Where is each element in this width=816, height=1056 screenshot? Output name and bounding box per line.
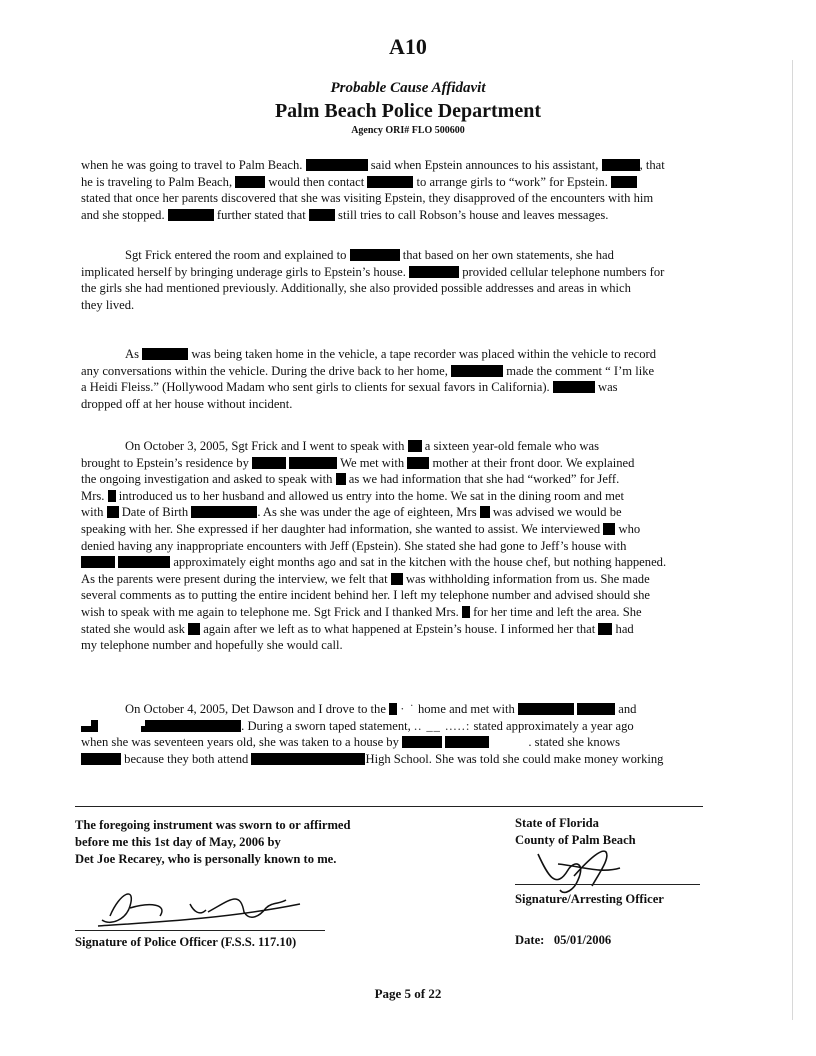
paragraph-5 bbox=[81, 701, 743, 767]
text-line bbox=[81, 280, 743, 297]
text-line bbox=[81, 174, 743, 191]
redaction-box bbox=[350, 249, 400, 261]
text-segment: denied having any inappropriate encounters with Jeff (Epstein). She stated she had gone to Jeff’s house with bbox=[81, 538, 627, 553]
redaction-box bbox=[118, 556, 170, 568]
text-segment: Date of Birth bbox=[121, 505, 189, 520]
text-segment: Sgt Frick entered the room and explained to bbox=[125, 248, 347, 262]
text-segment: . During a sworn taped statement, bbox=[241, 718, 411, 733]
county-label: County of Palm Beach bbox=[515, 833, 636, 847]
redaction-box bbox=[235, 176, 265, 188]
redaction-box bbox=[191, 506, 257, 518]
text-line bbox=[81, 247, 743, 264]
redaction-box bbox=[252, 457, 286, 469]
text-segment: as we had information that she had “worked” for Jeff. bbox=[348, 472, 620, 487]
text-segment: Mrs. bbox=[81, 488, 105, 503]
text-segment: and bbox=[618, 702, 637, 716]
text-line bbox=[81, 718, 743, 735]
text-line bbox=[81, 157, 743, 174]
paragraph-1 bbox=[81, 157, 743, 223]
text-segment: my telephone number and hopefully she would call. bbox=[81, 638, 343, 653]
text-segment: . stated she knows bbox=[528, 735, 621, 750]
text-line bbox=[81, 571, 743, 588]
text-segment: implicated herself by bringing underage girls to Epstein’s house. bbox=[81, 264, 406, 279]
redaction-box bbox=[107, 506, 119, 518]
text-segment: had bbox=[615, 621, 634, 636]
signature-arresting-officer-label: Signature/Arresting Officer bbox=[515, 892, 664, 906]
text-segment: when she was seventeen years old, she was taken to a house by bbox=[81, 735, 399, 750]
text-segment: when he was going to travel to Palm Beach. bbox=[81, 158, 303, 172]
text-line bbox=[81, 604, 743, 621]
signature-police-officer-label: Signature of Police Officer (F.S.S. 117.10) bbox=[75, 935, 297, 949]
redaction-box bbox=[409, 266, 459, 278]
text-segment: As bbox=[125, 347, 139, 361]
redaction-box bbox=[462, 606, 470, 618]
text-segment: stated she would ask bbox=[81, 621, 185, 636]
redaction-box bbox=[336, 473, 346, 485]
redaction-box bbox=[518, 703, 574, 715]
text-segment: further stated that bbox=[216, 207, 306, 222]
text-segment: High School. She was told she could make money working bbox=[365, 751, 664, 766]
redaction-box bbox=[145, 720, 241, 732]
redaction-box bbox=[408, 440, 422, 452]
text-line bbox=[81, 297, 743, 314]
text-segment: provided cellular telephone numbers for bbox=[462, 264, 665, 279]
redaction-box bbox=[168, 209, 214, 221]
text-segment: several comments as to putting the entire incident behind her. I left my telephone number and advised should she bbox=[81, 588, 651, 603]
text-segment: approximately eight months ago and sat in the kitchen with the house chef, but nothing happened. bbox=[173, 555, 667, 570]
text-segment: the girls she had mentioned previously. Additionally, she also provided possible addresses and areas in which bbox=[81, 281, 631, 296]
text-line bbox=[81, 471, 743, 488]
redaction-box bbox=[289, 457, 337, 469]
text-segment: still tries to call Robson’s house and leaves messages. bbox=[338, 207, 609, 222]
redaction-box bbox=[451, 365, 503, 377]
text-line bbox=[81, 396, 743, 413]
text-segment: a Heidi Fleiss.” (Hollywood Madam who sent girls to clients for sexual favors in California). bbox=[81, 380, 550, 395]
oath-line: The foregoing instrument was sworn to or affirmed bbox=[75, 818, 351, 832]
redaction-box bbox=[402, 736, 442, 748]
police-signature-line bbox=[75, 930, 325, 931]
text-line bbox=[81, 264, 743, 281]
redaction-box bbox=[407, 457, 429, 469]
text-line bbox=[81, 363, 743, 380]
jurisdiction bbox=[515, 815, 636, 849]
text-line bbox=[81, 438, 743, 455]
redaction-box bbox=[142, 348, 188, 360]
redaction-box bbox=[81, 753, 121, 765]
text-segment: they lived. bbox=[81, 297, 135, 312]
text-line bbox=[81, 734, 743, 751]
state-label: State of Florida bbox=[515, 816, 599, 830]
text-segment: On October 4, 2005, Det Dawson and I drove to the bbox=[125, 702, 386, 716]
text-segment: was bbox=[598, 380, 618, 395]
text-line bbox=[81, 504, 743, 521]
redaction-box bbox=[602, 159, 640, 171]
text-segment: said when Epstein announces to his assistant, bbox=[370, 158, 599, 172]
text-segment: because they both attend bbox=[124, 751, 249, 766]
text-segment: who bbox=[618, 521, 641, 536]
text-line bbox=[81, 190, 743, 207]
oath-statement bbox=[75, 817, 351, 868]
text-segment: was being taken home in the vehicle, a tape recorder was placed within the vehicle to record bbox=[191, 347, 657, 361]
text-line bbox=[81, 701, 743, 718]
text-line bbox=[81, 455, 743, 472]
text-line bbox=[81, 538, 743, 555]
text-segment: , that bbox=[639, 158, 665, 172]
text-line bbox=[81, 751, 743, 768]
redaction-box bbox=[598, 623, 612, 635]
text-segment: dropped off at her house without incident. bbox=[81, 396, 293, 411]
redaction-box bbox=[367, 176, 413, 188]
oath-line: before me this 1st day of May, 2006 by bbox=[75, 835, 281, 849]
paragraph-2 bbox=[81, 247, 743, 313]
redaction-box bbox=[309, 209, 335, 221]
redaction-box bbox=[603, 523, 615, 535]
redaction-fragment bbox=[95, 720, 98, 732]
text-line bbox=[81, 621, 743, 638]
redaction-box bbox=[480, 506, 490, 518]
text-segment: stated approximately a year ago bbox=[473, 718, 634, 733]
text-line bbox=[81, 554, 743, 571]
redaction-box bbox=[391, 573, 403, 585]
date-label: Date: bbox=[515, 933, 545, 947]
text-segment: introduced us to her husband and allowed us entry into the home. We sat in the dining room and met bbox=[118, 488, 624, 503]
redaction-box bbox=[108, 490, 116, 502]
text-segment: stated that once her parents discovered that she was visiting Epstein, they disapproved of the encounters with him bbox=[81, 191, 654, 206]
page-number: Page 5 of 22 bbox=[374, 986, 442, 1001]
text-line bbox=[81, 346, 743, 363]
text-segment: . As she was under the age of eighteen, Mrs bbox=[257, 505, 477, 520]
text-line bbox=[81, 207, 743, 224]
text-line bbox=[81, 587, 743, 604]
redaction-box bbox=[577, 703, 615, 715]
agency-ori: Agency ORI# FLO 500600 bbox=[351, 125, 465, 136]
footer-divider bbox=[75, 806, 703, 807]
date-field bbox=[515, 932, 611, 949]
oath-line: Det Joe Recarey, who is personally known to me. bbox=[75, 852, 337, 866]
text-segment: with bbox=[81, 505, 104, 520]
redaction-fragment bbox=[81, 726, 91, 732]
paragraph-4 bbox=[81, 438, 743, 654]
text-segment: was withholding information from us. She made bbox=[405, 571, 650, 586]
text-segment: the ongoing investigation and asked to speak with bbox=[81, 472, 333, 487]
redaction-box bbox=[251, 753, 365, 765]
text-line bbox=[81, 488, 743, 505]
text-segment: On October 3, 2005, Sgt Frick and I went to speak with bbox=[125, 439, 405, 453]
scan-margin-line bbox=[792, 60, 793, 1020]
redaction-box bbox=[188, 623, 200, 635]
paragraph-3 bbox=[81, 346, 743, 412]
text-segment: and she stopped. bbox=[81, 207, 165, 222]
text-segment: home and met with bbox=[417, 702, 515, 716]
redaction-box bbox=[81, 556, 115, 568]
arresting-signature-line bbox=[515, 884, 700, 885]
text-segment: We met with bbox=[340, 455, 405, 470]
text-line bbox=[81, 379, 743, 396]
text-segment: for her time and left the area. She bbox=[473, 604, 642, 619]
redaction-box bbox=[611, 176, 637, 188]
redaction-box bbox=[306, 159, 368, 171]
text-segment: would then contact bbox=[268, 174, 365, 189]
document-subtitle: Probable Cause Affidavit bbox=[330, 80, 486, 96]
text-segment: speaking with her. She expressed if her daughter had information, she wanted to assist. We interviewed bbox=[81, 521, 601, 536]
text-segment: mother at their front door. We explained bbox=[432, 455, 635, 470]
text-segment: again after we left as to what happened at Epstein’s house. I informed her that bbox=[203, 621, 596, 636]
redaction-box bbox=[445, 736, 489, 748]
scan-artifact: · ˙ bbox=[400, 702, 415, 716]
date-value: 05/01/2006 bbox=[553, 933, 612, 947]
department-name: Palm Beach Police Department bbox=[274, 100, 542, 122]
scan-artifact: .. __ .....: bbox=[413, 718, 471, 733]
text-segment: to arrange girls to “work” for Epstein. bbox=[416, 174, 608, 189]
text-segment: a sixteen year-old female who was bbox=[424, 439, 600, 453]
text-segment: made the comment “ I’m like bbox=[506, 363, 655, 378]
redaction-box bbox=[553, 381, 595, 393]
text-line bbox=[81, 637, 743, 654]
redaction-box bbox=[389, 703, 397, 715]
text-segment: was advised we would be bbox=[492, 505, 622, 520]
text-segment: he is traveling to Palm Beach, bbox=[81, 174, 233, 189]
document-code: A10 bbox=[389, 34, 427, 59]
text-segment: brought to Epstein’s residence by bbox=[81, 455, 249, 470]
text-line bbox=[81, 521, 743, 538]
text-segment: wish to speak with me again to telephone me. Sgt Frick and I thanked Mrs. bbox=[81, 604, 459, 619]
text-segment: that based on her own statements, she had bbox=[402, 248, 614, 262]
text-segment: any conversations within the vehicle. During the drive back to her home, bbox=[81, 363, 448, 378]
police-officer-signature bbox=[90, 882, 310, 930]
text-segment: As the parents were present during the interview, we felt that bbox=[81, 571, 388, 586]
